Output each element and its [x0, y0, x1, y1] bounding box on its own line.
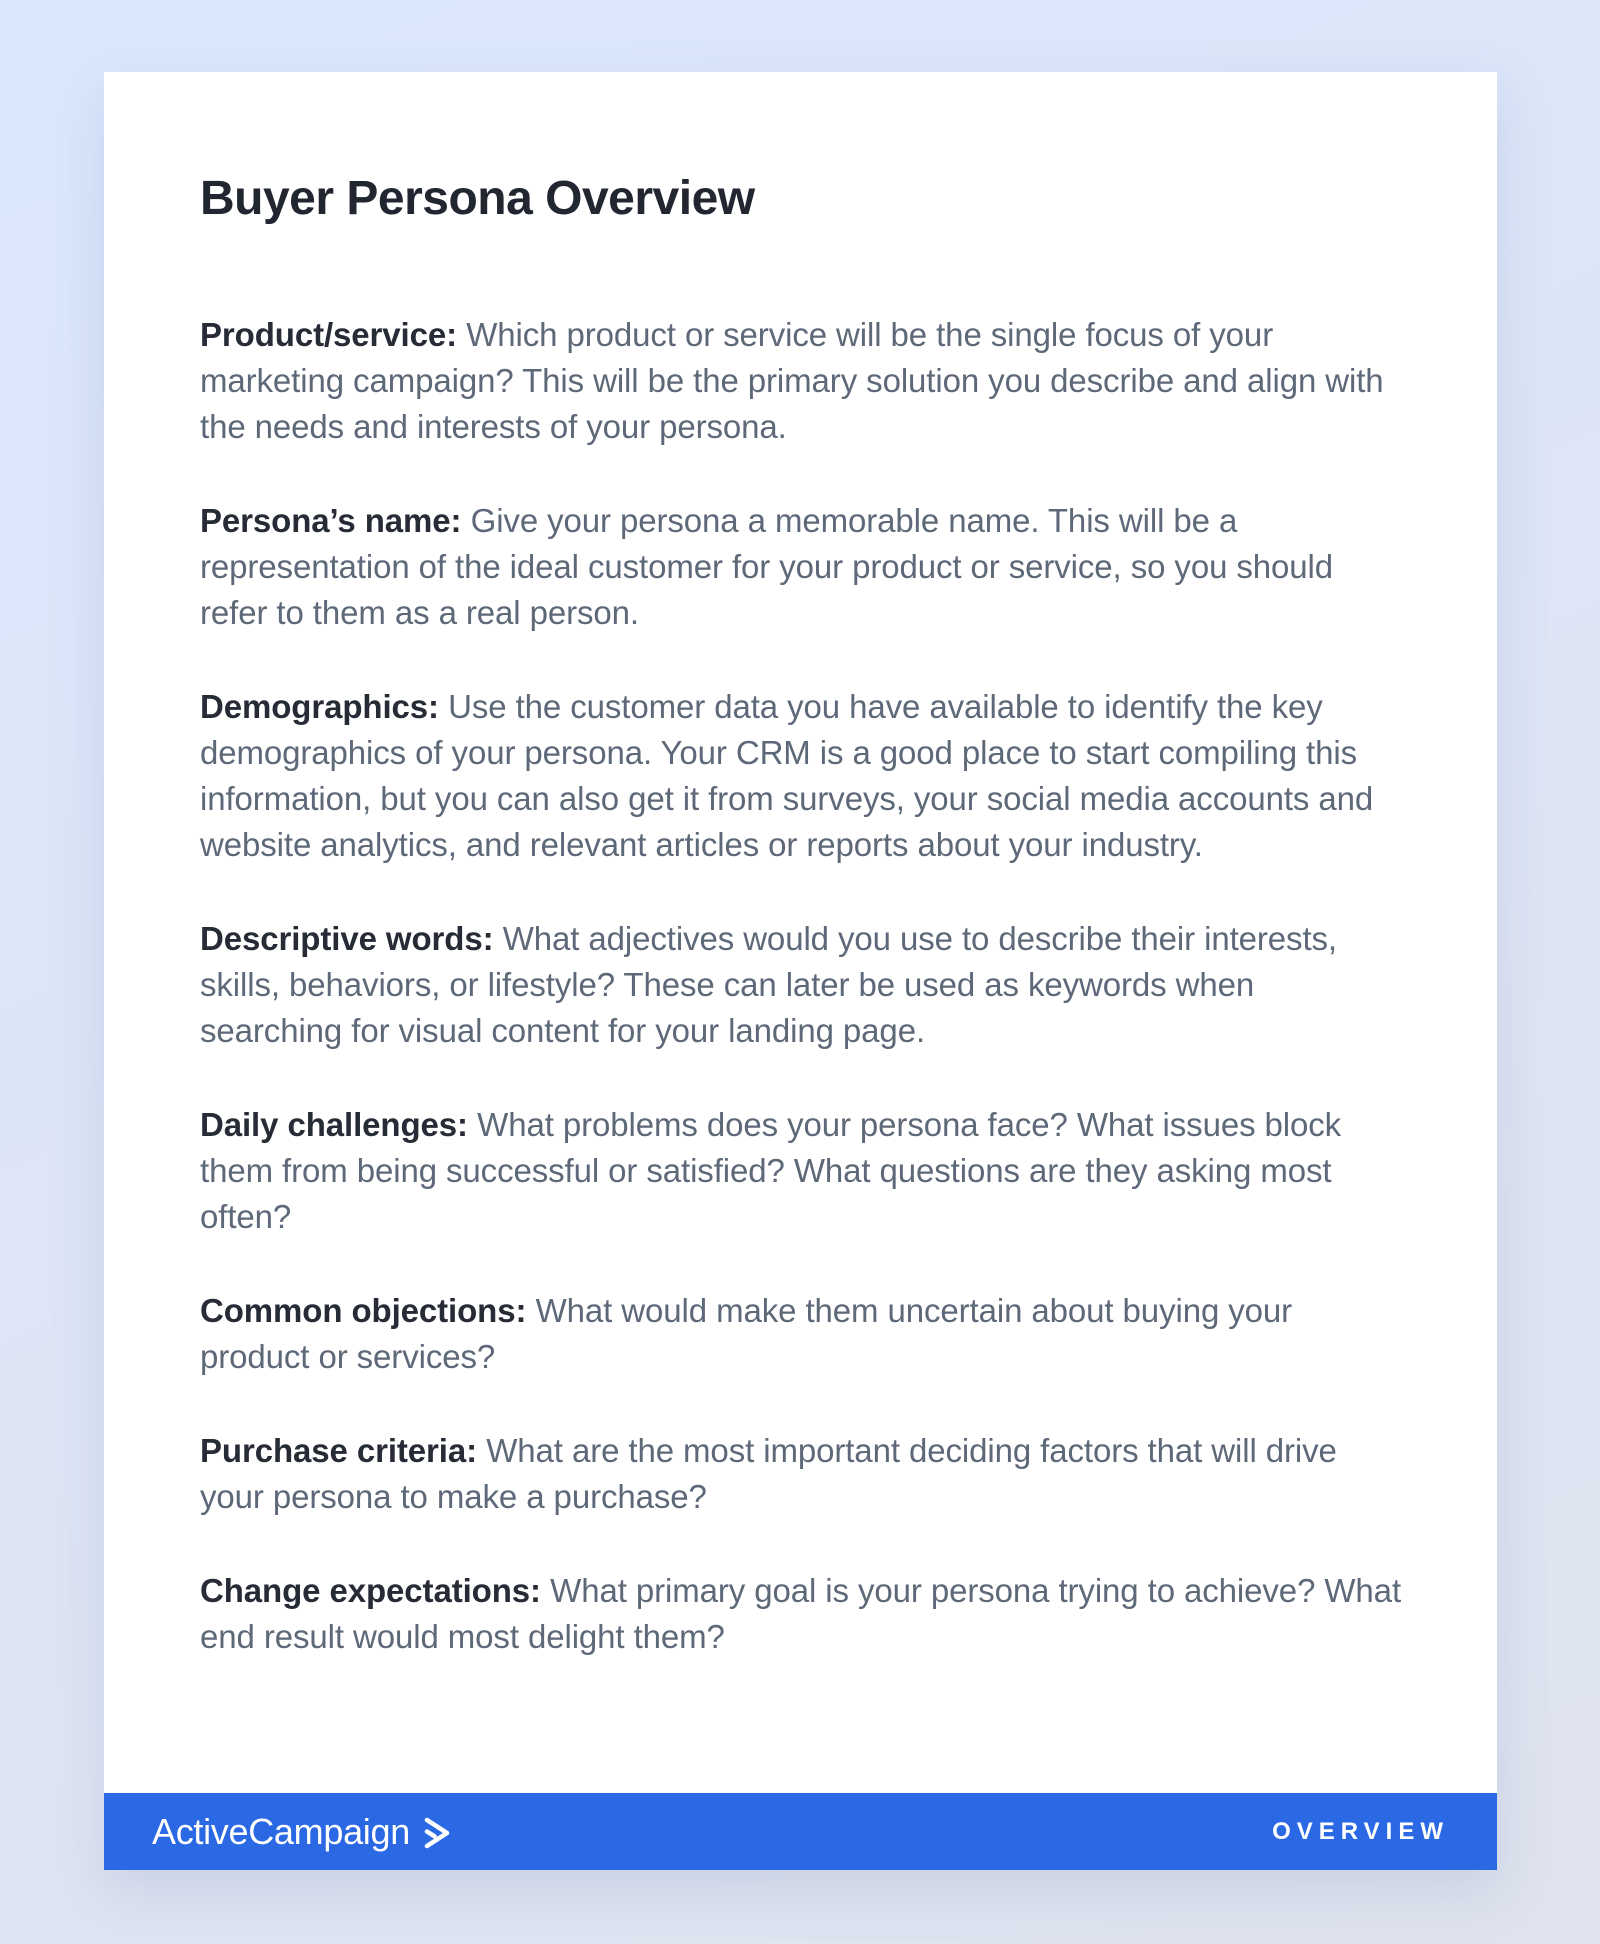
page-title: Buyer Persona Overview — [200, 172, 755, 225]
section-descriptive-words — [200, 916, 1401, 1054]
section-text: What would make them uncertain about buying your product or services? — [200, 1292, 1293, 1375]
chevron-right-icon — [422, 1817, 452, 1849]
section-daily-challenges — [200, 1102, 1401, 1240]
section-demographics — [200, 684, 1401, 868]
section-common-objections — [200, 1288, 1401, 1380]
section-label: Purchase criteria: — [200, 1432, 478, 1469]
section-text: What primary goal is your persona trying to achieve? What end result would most delight them? — [200, 1572, 1402, 1655]
section-label: Common objections: — [200, 1292, 527, 1329]
section-label: Demographics: — [200, 688, 439, 725]
document-page — [104, 72, 1497, 1870]
brand-name: ActiveCampaign — [152, 1810, 410, 1852]
section-label: Persona’s name: — [200, 502, 462, 539]
section-change-expectations — [200, 1568, 1401, 1660]
section-text: Use the customer data you have available to identify the key demographics of your persona. Your CRM is a good place to start compiling this information, but you can also get it from surveys, your social media accounts and website analytics, and relevant articles or reports about your industry. — [200, 688, 1374, 863]
section-label: Daily challenges: — [200, 1106, 468, 1143]
footer-page-label: OVERVIEW — [1272, 1817, 1449, 1845]
footer-bar — [104, 1793, 1497, 1870]
section-text: Which product or service will be the single focus of your marketing campaign? This will be the primary solution you describe and align with the needs and interests of your persona. — [200, 316, 1384, 445]
section-persona-name — [200, 498, 1401, 636]
section-purchase-criteria — [200, 1428, 1401, 1520]
section-label: Product/service: — [200, 316, 458, 353]
document-content — [104, 72, 1497, 1793]
section-text: What adjectives would you use to describe their interests, skills, behaviors, or lifestyle? These can later be used as keywords when searching for visual content for your landing page. — [200, 920, 1337, 1049]
section-label: Descriptive words: — [200, 920, 494, 957]
section-text: Give your persona a memorable name. This will be a representation of the ideal customer for your product or service, so you should refer to them as a real person. — [200, 502, 1334, 631]
section-text: What are the most important deciding factors that will drive your persona to make a purchase? — [200, 1432, 1337, 1515]
section-label: Change expectations: — [200, 1572, 541, 1609]
section-text: What problems does your persona face? What issues block them from being successful or satisfied? What questions are they asking most often? — [200, 1106, 1342, 1235]
brand-logo — [152, 1811, 452, 1853]
section-product-service — [200, 312, 1401, 450]
